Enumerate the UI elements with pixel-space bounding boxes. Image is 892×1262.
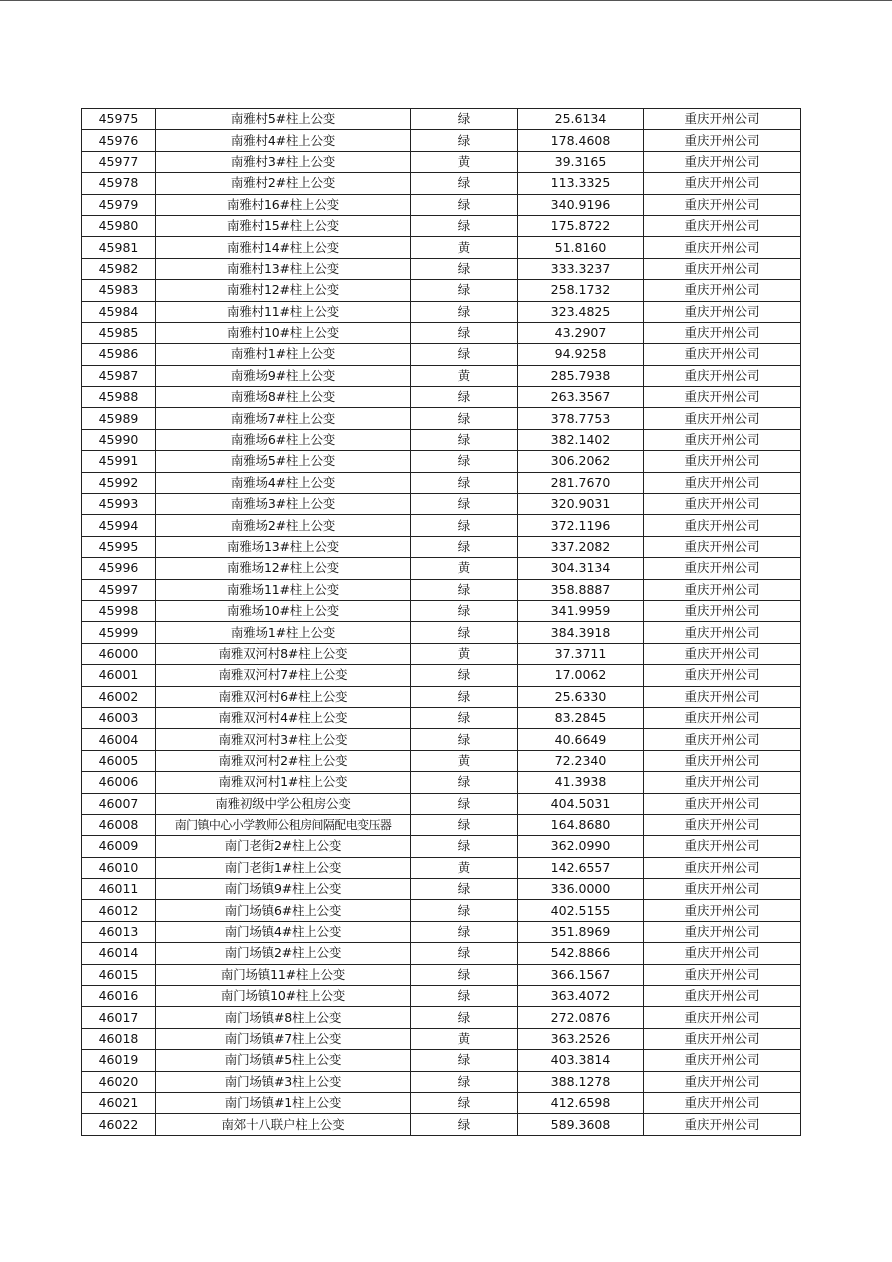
status-color-cell: 绿 — [411, 258, 518, 279]
value-cell: 358.8887 — [518, 579, 644, 600]
id-cell: 45979 — [82, 194, 156, 215]
value-cell: 113.3325 — [518, 173, 644, 194]
company-cell: 重庆开州公司 — [644, 387, 801, 408]
table-row — [82, 879, 801, 900]
value-cell: 263.3567 — [518, 387, 644, 408]
value-cell: 142.6557 — [518, 857, 644, 878]
name-cell: 南门场镇6#柱上公变 — [156, 900, 411, 921]
name-cell: 南门老街2#柱上公变 — [156, 836, 411, 857]
name-cell: 南雅村1#柱上公变 — [156, 344, 411, 365]
status-color-cell: 黄 — [411, 558, 518, 579]
name-cell: 南雅场13#柱上公变 — [156, 536, 411, 557]
value-cell: 372.1196 — [518, 515, 644, 536]
status-color-cell: 绿 — [411, 322, 518, 343]
id-cell: 46015 — [82, 964, 156, 985]
value-cell: 363.4072 — [518, 986, 644, 1007]
table-row — [82, 793, 801, 814]
name-cell: 南雅场10#柱上公变 — [156, 600, 411, 621]
name-cell: 南雅村5#柱上公变 — [156, 109, 411, 130]
table-row — [82, 729, 801, 750]
name-cell: 南雅场8#柱上公变 — [156, 387, 411, 408]
name-cell: 南雅村12#柱上公变 — [156, 280, 411, 301]
table-row — [82, 921, 801, 942]
status-color-cell: 绿 — [411, 729, 518, 750]
table-row — [82, 322, 801, 343]
name-cell: 南雅双河村7#柱上公变 — [156, 665, 411, 686]
company-cell: 重庆开州公司 — [644, 258, 801, 279]
company-cell: 重庆开州公司 — [644, 515, 801, 536]
table-row — [82, 494, 801, 515]
value-cell: 403.3814 — [518, 1050, 644, 1071]
id-cell: 45993 — [82, 494, 156, 515]
company-cell: 重庆开州公司 — [644, 494, 801, 515]
company-cell: 重庆开州公司 — [644, 536, 801, 557]
table-row — [82, 1007, 801, 1028]
company-cell: 重庆开州公司 — [644, 900, 801, 921]
value-cell: 378.7753 — [518, 408, 644, 429]
table-row — [82, 280, 801, 301]
name-cell: 南雅村2#柱上公变 — [156, 173, 411, 194]
company-cell: 重庆开州公司 — [644, 750, 801, 771]
name-cell: 南雅场2#柱上公变 — [156, 515, 411, 536]
status-color-cell: 绿 — [411, 836, 518, 857]
company-cell: 重庆开州公司 — [644, 879, 801, 900]
status-color-cell: 黄 — [411, 151, 518, 172]
company-cell: 重庆开州公司 — [644, 921, 801, 942]
company-cell: 重庆开州公司 — [644, 365, 801, 386]
company-cell: 重庆开州公司 — [644, 579, 801, 600]
name-cell: 南雅村14#柱上公变 — [156, 237, 411, 258]
value-cell: 388.1278 — [518, 1071, 644, 1092]
id-cell: 45998 — [82, 600, 156, 621]
id-cell: 45976 — [82, 130, 156, 151]
name-cell: 南郊十八联户柱上公变 — [156, 1114, 411, 1135]
status-color-cell: 绿 — [411, 215, 518, 236]
name-cell: 南雅双河村3#柱上公变 — [156, 729, 411, 750]
id-cell: 46009 — [82, 836, 156, 857]
value-cell: 366.1567 — [518, 964, 644, 985]
value-cell: 40.6649 — [518, 729, 644, 750]
value-cell: 333.3237 — [518, 258, 644, 279]
company-cell: 重庆开州公司 — [644, 215, 801, 236]
value-cell: 94.9258 — [518, 344, 644, 365]
name-cell: 南雅村3#柱上公变 — [156, 151, 411, 172]
company-cell: 重庆开州公司 — [644, 451, 801, 472]
status-color-cell: 绿 — [411, 472, 518, 493]
status-color-cell: 绿 — [411, 1050, 518, 1071]
company-cell: 重庆开州公司 — [644, 1071, 801, 1092]
table-row — [82, 900, 801, 921]
status-color-cell: 绿 — [411, 1114, 518, 1135]
table-row — [82, 515, 801, 536]
status-color-cell: 绿 — [411, 109, 518, 130]
status-color-cell: 绿 — [411, 494, 518, 515]
status-color-cell: 绿 — [411, 280, 518, 301]
id-cell: 46021 — [82, 1092, 156, 1113]
id-cell: 45977 — [82, 151, 156, 172]
id-cell: 46014 — [82, 943, 156, 964]
table-row — [82, 943, 801, 964]
status-color-cell: 绿 — [411, 536, 518, 557]
company-cell: 重庆开州公司 — [644, 686, 801, 707]
id-cell: 45995 — [82, 536, 156, 557]
company-cell: 重庆开州公司 — [644, 600, 801, 621]
name-cell: 南门场镇4#柱上公变 — [156, 921, 411, 942]
value-cell: 382.1402 — [518, 429, 644, 450]
name-cell: 南雅村13#柱上公变 — [156, 258, 411, 279]
company-cell: 重庆开州公司 — [644, 130, 801, 151]
table-row — [82, 857, 801, 878]
name-cell: 南雅村11#柱上公变 — [156, 301, 411, 322]
company-cell: 重庆开州公司 — [644, 280, 801, 301]
value-cell: 363.2526 — [518, 1028, 644, 1049]
table-row — [82, 472, 801, 493]
value-cell: 384.3918 — [518, 622, 644, 643]
status-color-cell: 绿 — [411, 686, 518, 707]
value-cell: 304.3134 — [518, 558, 644, 579]
status-color-cell: 绿 — [411, 173, 518, 194]
table-row — [82, 301, 801, 322]
status-color-cell: 绿 — [411, 1092, 518, 1113]
status-color-cell: 绿 — [411, 344, 518, 365]
company-cell: 重庆开州公司 — [644, 793, 801, 814]
id-cell: 45987 — [82, 365, 156, 386]
table-row — [82, 1071, 801, 1092]
value-cell: 542.8866 — [518, 943, 644, 964]
name-cell: 南雅场6#柱上公变 — [156, 429, 411, 450]
id-cell: 45991 — [82, 451, 156, 472]
value-cell: 43.2907 — [518, 322, 644, 343]
value-cell: 412.6598 — [518, 1092, 644, 1113]
table-row — [82, 686, 801, 707]
name-cell: 南雅双河村8#柱上公变 — [156, 643, 411, 664]
value-cell: 341.9959 — [518, 600, 644, 621]
table-row — [82, 964, 801, 985]
value-cell: 258.1732 — [518, 280, 644, 301]
table-row — [82, 215, 801, 236]
value-cell: 17.0062 — [518, 665, 644, 686]
company-cell: 重庆开州公司 — [644, 408, 801, 429]
transformer-table — [81, 108, 801, 1136]
id-cell: 46008 — [82, 814, 156, 835]
status-color-cell: 绿 — [411, 579, 518, 600]
value-cell: 51.8160 — [518, 237, 644, 258]
status-color-cell: 绿 — [411, 879, 518, 900]
name-cell: 南雅双河村4#柱上公变 — [156, 707, 411, 728]
company-cell: 重庆开州公司 — [644, 1028, 801, 1049]
status-color-cell: 黄 — [411, 750, 518, 771]
id-cell: 46005 — [82, 750, 156, 771]
status-color-cell: 绿 — [411, 194, 518, 215]
value-cell: 589.3608 — [518, 1114, 644, 1135]
value-cell: 37.3711 — [518, 643, 644, 664]
value-cell: 404.5031 — [518, 793, 644, 814]
name-cell: 南门场镇10#柱上公变 — [156, 986, 411, 1007]
company-cell: 重庆开州公司 — [644, 707, 801, 728]
company-cell: 重庆开州公司 — [644, 151, 801, 172]
table-row — [82, 451, 801, 472]
id-cell: 45992 — [82, 472, 156, 493]
table-row — [82, 665, 801, 686]
id-cell: 45982 — [82, 258, 156, 279]
table-row — [82, 130, 801, 151]
name-cell: 南雅场1#柱上公变 — [156, 622, 411, 643]
id-cell: 45989 — [82, 408, 156, 429]
value-cell: 351.8969 — [518, 921, 644, 942]
name-cell: 南雅村4#柱上公变 — [156, 130, 411, 151]
company-cell: 重庆开州公司 — [644, 173, 801, 194]
id-cell: 46011 — [82, 879, 156, 900]
value-cell: 402.5155 — [518, 900, 644, 921]
id-cell: 45980 — [82, 215, 156, 236]
name-cell: 南门场镇2#柱上公变 — [156, 943, 411, 964]
value-cell: 39.3165 — [518, 151, 644, 172]
company-cell: 重庆开州公司 — [644, 964, 801, 985]
table-row — [82, 558, 801, 579]
id-cell: 46016 — [82, 986, 156, 1007]
table-row — [82, 579, 801, 600]
value-cell: 285.7938 — [518, 365, 644, 386]
company-cell: 重庆开州公司 — [644, 622, 801, 643]
status-color-cell: 绿 — [411, 1071, 518, 1092]
name-cell: 南雅场7#柱上公变 — [156, 408, 411, 429]
id-cell: 46004 — [82, 729, 156, 750]
table-body — [82, 109, 801, 1136]
status-color-cell: 绿 — [411, 665, 518, 686]
value-cell: 281.7670 — [518, 472, 644, 493]
id-cell: 46013 — [82, 921, 156, 942]
company-cell: 重庆开州公司 — [644, 643, 801, 664]
name-cell: 南门场镇#3柱上公变 — [156, 1071, 411, 1092]
id-cell: 46002 — [82, 686, 156, 707]
value-cell: 362.0990 — [518, 836, 644, 857]
id-cell: 45999 — [82, 622, 156, 643]
id-cell: 45990 — [82, 429, 156, 450]
table-row — [82, 258, 801, 279]
status-color-cell: 绿 — [411, 408, 518, 429]
status-color-cell: 绿 — [411, 943, 518, 964]
table-row — [82, 194, 801, 215]
status-color-cell: 黄 — [411, 365, 518, 386]
id-cell: 46006 — [82, 772, 156, 793]
status-color-cell: 绿 — [411, 964, 518, 985]
value-cell: 178.4608 — [518, 130, 644, 151]
id-cell: 45988 — [82, 387, 156, 408]
id-cell: 46018 — [82, 1028, 156, 1049]
status-color-cell: 绿 — [411, 515, 518, 536]
value-cell: 336.0000 — [518, 879, 644, 900]
id-cell: 45981 — [82, 237, 156, 258]
company-cell: 重庆开州公司 — [644, 772, 801, 793]
id-cell: 45985 — [82, 322, 156, 343]
status-color-cell: 绿 — [411, 1007, 518, 1028]
company-cell: 重庆开州公司 — [644, 665, 801, 686]
id-cell: 45978 — [82, 173, 156, 194]
name-cell: 南门场镇#5柱上公变 — [156, 1050, 411, 1071]
status-color-cell: 绿 — [411, 451, 518, 472]
name-cell: 南雅场11#柱上公变 — [156, 579, 411, 600]
company-cell: 重庆开州公司 — [644, 344, 801, 365]
value-cell: 320.9031 — [518, 494, 644, 515]
id-cell: 46010 — [82, 857, 156, 878]
company-cell: 重庆开州公司 — [644, 943, 801, 964]
value-cell: 175.8722 — [518, 215, 644, 236]
value-cell: 306.2062 — [518, 451, 644, 472]
table-row — [82, 387, 801, 408]
table-row — [82, 408, 801, 429]
id-cell: 46022 — [82, 1114, 156, 1135]
company-cell: 重庆开州公司 — [644, 109, 801, 130]
company-cell: 重庆开州公司 — [644, 729, 801, 750]
status-color-cell: 绿 — [411, 600, 518, 621]
status-color-cell: 绿 — [411, 387, 518, 408]
table-row — [82, 429, 801, 450]
table-row — [82, 600, 801, 621]
company-cell: 重庆开州公司 — [644, 472, 801, 493]
value-cell: 340.9196 — [518, 194, 644, 215]
name-cell: 南雅双河村1#柱上公变 — [156, 772, 411, 793]
value-cell: 25.6134 — [518, 109, 644, 130]
name-cell: 南雅村10#柱上公变 — [156, 322, 411, 343]
value-cell: 25.6330 — [518, 686, 644, 707]
company-cell: 重庆开州公司 — [644, 194, 801, 215]
value-cell: 41.3938 — [518, 772, 644, 793]
company-cell: 重庆开州公司 — [644, 1050, 801, 1071]
table-row — [82, 622, 801, 643]
status-color-cell: 绿 — [411, 707, 518, 728]
company-cell: 重庆开州公司 — [644, 237, 801, 258]
company-cell: 重庆开州公司 — [644, 836, 801, 857]
company-cell: 重庆开州公司 — [644, 558, 801, 579]
name-cell: 南雅场4#柱上公变 — [156, 472, 411, 493]
value-cell: 272.0876 — [518, 1007, 644, 1028]
id-cell: 46019 — [82, 1050, 156, 1071]
table-row — [82, 536, 801, 557]
id-cell: 46001 — [82, 665, 156, 686]
page-top-border — [0, 0, 892, 1]
table-row — [82, 643, 801, 664]
name-cell: 南雅场3#柱上公变 — [156, 494, 411, 515]
table-row — [82, 1092, 801, 1113]
table-row — [82, 365, 801, 386]
id-cell: 45975 — [82, 109, 156, 130]
name-cell: 南门镇中心小学教师公租房间隔配电变压器 — [156, 814, 411, 835]
value-cell: 337.2082 — [518, 536, 644, 557]
id-cell: 45994 — [82, 515, 156, 536]
id-cell: 45986 — [82, 344, 156, 365]
name-cell: 南雅场9#柱上公变 — [156, 365, 411, 386]
id-cell: 45996 — [82, 558, 156, 579]
name-cell: 南雅双河村6#柱上公变 — [156, 686, 411, 707]
value-cell: 83.2845 — [518, 707, 644, 728]
table-row — [82, 1114, 801, 1135]
status-color-cell: 绿 — [411, 986, 518, 1007]
company-cell: 重庆开州公司 — [644, 1114, 801, 1135]
value-cell: 164.8680 — [518, 814, 644, 835]
name-cell: 南门场镇#1柱上公变 — [156, 1092, 411, 1113]
status-color-cell: 绿 — [411, 622, 518, 643]
value-cell: 323.4825 — [518, 301, 644, 322]
id-cell: 46003 — [82, 707, 156, 728]
value-cell: 72.2340 — [518, 750, 644, 771]
table-row — [82, 237, 801, 258]
status-color-cell: 黄 — [411, 643, 518, 664]
status-color-cell: 黄 — [411, 237, 518, 258]
company-cell: 重庆开州公司 — [644, 429, 801, 450]
name-cell: 南雅初级中学公租房公变 — [156, 793, 411, 814]
status-color-cell: 黄 — [411, 1028, 518, 1049]
name-cell: 南雅场5#柱上公变 — [156, 451, 411, 472]
name-cell: 南门场镇#7柱上公变 — [156, 1028, 411, 1049]
table-row — [82, 344, 801, 365]
id-cell: 45984 — [82, 301, 156, 322]
name-cell: 南门老街1#柱上公变 — [156, 857, 411, 878]
table-row — [82, 707, 801, 728]
table-row — [82, 986, 801, 1007]
name-cell: 南门场镇11#柱上公变 — [156, 964, 411, 985]
id-cell: 46000 — [82, 643, 156, 664]
table-row — [82, 1050, 801, 1071]
status-color-cell: 绿 — [411, 772, 518, 793]
company-cell: 重庆开州公司 — [644, 301, 801, 322]
company-cell: 重庆开州公司 — [644, 814, 801, 835]
id-cell: 45997 — [82, 579, 156, 600]
id-cell: 45983 — [82, 280, 156, 301]
name-cell: 南雅村16#柱上公变 — [156, 194, 411, 215]
table-row — [82, 151, 801, 172]
company-cell: 重庆开州公司 — [644, 986, 801, 1007]
status-color-cell: 绿 — [411, 130, 518, 151]
status-color-cell: 绿 — [411, 814, 518, 835]
company-cell: 重庆开州公司 — [644, 322, 801, 343]
status-color-cell: 绿 — [411, 921, 518, 942]
company-cell: 重庆开州公司 — [644, 857, 801, 878]
name-cell: 南门场镇9#柱上公变 — [156, 879, 411, 900]
company-cell: 重庆开州公司 — [644, 1092, 801, 1113]
name-cell: 南门场镇#8柱上公变 — [156, 1007, 411, 1028]
table-row — [82, 109, 801, 130]
status-color-cell: 绿 — [411, 900, 518, 921]
table-row — [82, 173, 801, 194]
company-cell: 重庆开州公司 — [644, 1007, 801, 1028]
id-cell: 46012 — [82, 900, 156, 921]
status-color-cell: 绿 — [411, 301, 518, 322]
id-cell: 46007 — [82, 793, 156, 814]
table-row — [82, 772, 801, 793]
table-row — [82, 814, 801, 835]
table-row — [82, 750, 801, 771]
name-cell: 南雅场12#柱上公变 — [156, 558, 411, 579]
table-row — [82, 1028, 801, 1049]
name-cell: 南雅村15#柱上公变 — [156, 215, 411, 236]
status-color-cell: 绿 — [411, 793, 518, 814]
name-cell: 南雅双河村2#柱上公变 — [156, 750, 411, 771]
table-row — [82, 836, 801, 857]
id-cell: 46017 — [82, 1007, 156, 1028]
id-cell: 46020 — [82, 1071, 156, 1092]
status-color-cell: 绿 — [411, 429, 518, 450]
status-color-cell: 黄 — [411, 857, 518, 878]
